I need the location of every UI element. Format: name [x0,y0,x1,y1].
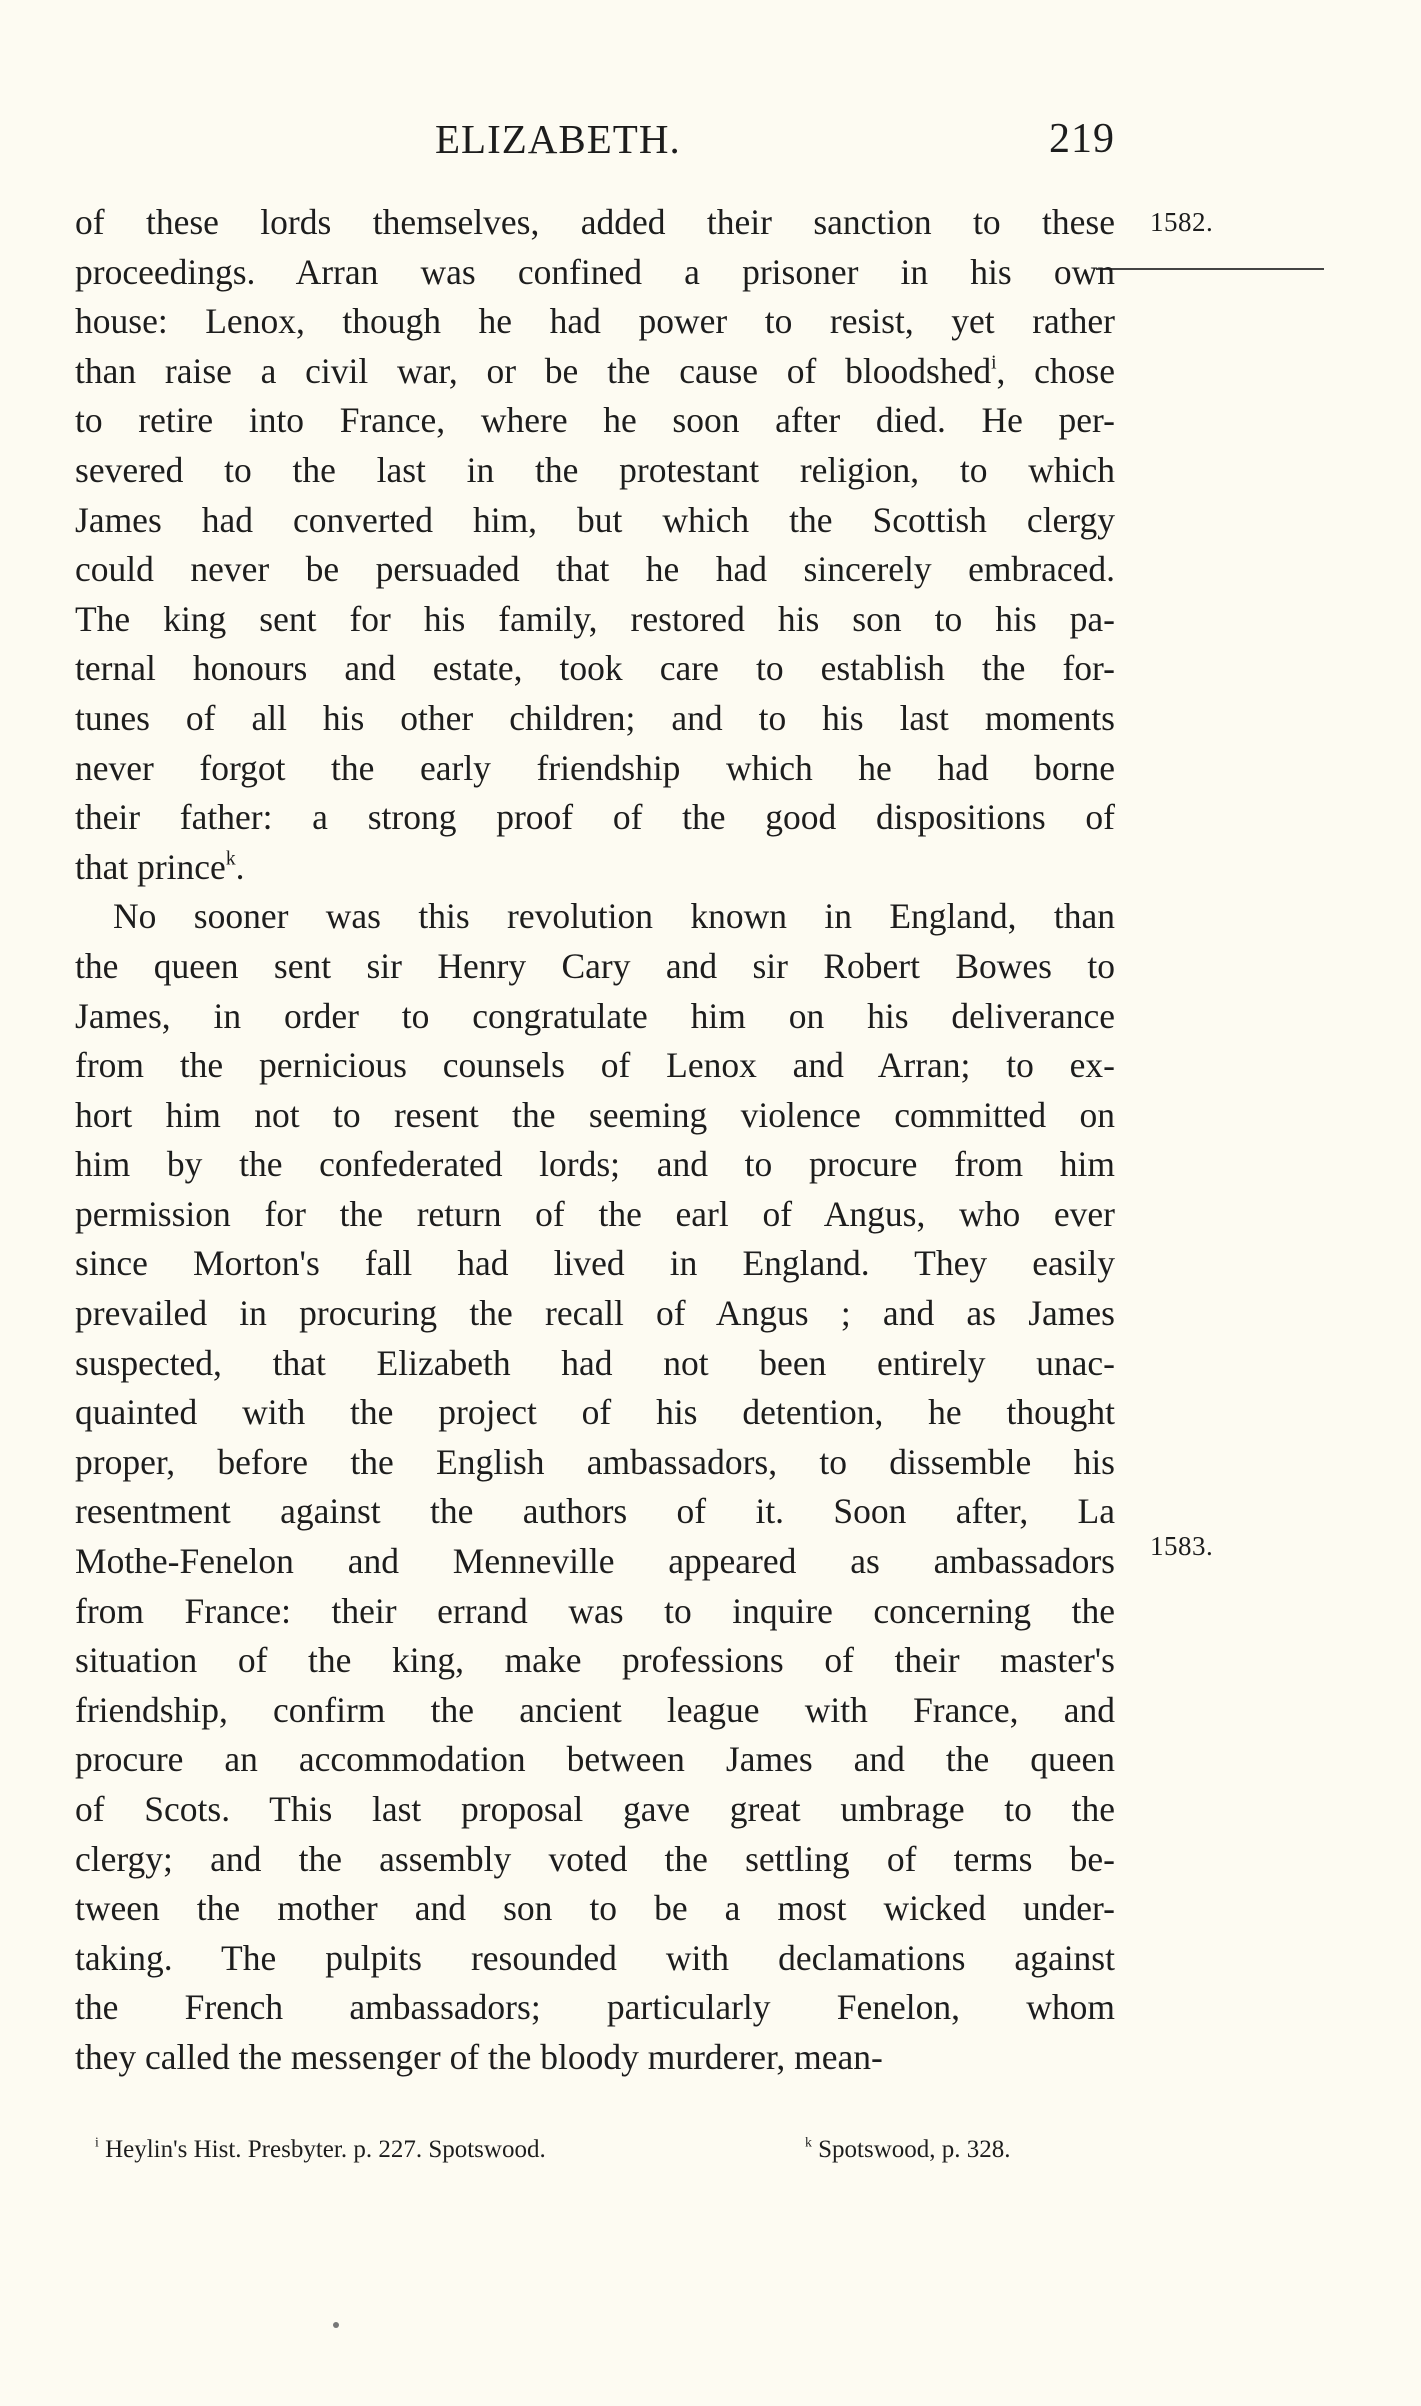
footnote-k [805,2130,1011,2170]
line-text: than raise a civil war, or be the cause of bloodshed [75,350,992,391]
text-line [75,1487,1115,1537]
text-line [75,1934,1115,1984]
text-line [75,1636,1115,1686]
line-text: their father: a strong proof of the good dispositions of [75,797,1115,838]
footnotes [95,2130,1115,2170]
text-line [75,1983,1115,2033]
line-text: quainted with the project of his detention, he thought [75,1392,1115,1433]
line-text: prevailed in procuring the recall of Angus ; and as James [75,1293,1115,1334]
margin-rule [1096,268,1324,270]
footnote-ref: k [225,848,236,870]
text-line [75,694,1115,744]
line-text: of these lords themselves, added their sanction to these [75,202,1115,242]
running-title: ELIZABETH. [435,116,681,162]
text-line [75,2033,1115,2083]
line-text: him by the confederated lords; and to procure from him [75,1144,1115,1185]
line-text: proper, before the English ambassadors, to dissemble his [75,1441,1115,1482]
line-text: No sooner was this revolution known in England, than [113,896,1115,937]
text-line [75,1884,1115,1934]
line-text: could never be persuaded that he had sincerely embraced. [75,549,1115,590]
line-text: procure an accommodation between James and the queen [75,1739,1115,1780]
line-text: friendship, confirm the ancient league with France, and [75,1689,1115,1730]
text-line [75,1686,1115,1736]
line-text: permission for the return of the earl of Angus, who ever [75,1193,1115,1234]
footnote-mark: i [95,2134,99,2150]
line-text: situation of the king, make professions of their master's [75,1640,1115,1681]
line-text: ternal honours and estate, took care to establish the for- [75,648,1115,689]
line-text: taking. The pulpits resounded with declamations against [75,1937,1115,1978]
text-line [75,595,1115,645]
line-text-after-ref: . [235,846,245,887]
text-line [75,446,1115,496]
text-line [75,1339,1115,1389]
text-line [75,892,1115,942]
text-line [75,347,1115,397]
text-line [75,1537,1115,1587]
text-line [75,1190,1115,1240]
line-text: the queen sent sir Henry Cary and sir Robert Bowes to [75,945,1115,986]
text-line [75,396,1115,446]
body-text [75,198,1115,2083]
text-line [75,1388,1115,1438]
text-line [75,1785,1115,1835]
line-text: resentment against the authors of it. Soon after, La [75,1491,1115,1532]
text-line [75,843,1115,893]
text-line [75,1239,1115,1289]
footnote-ref: i [991,352,997,374]
line-text: from France: their errand was to inquire concerning the [75,1590,1115,1631]
footnote-text: Heylin's Hist. Presbyter. p. 227. Spotswood. [105,2136,546,2163]
text-line [75,942,1115,992]
text-line [75,1587,1115,1637]
text-line [75,1289,1115,1339]
footnote-mark: k [805,2134,812,2150]
text-line [75,248,1115,298]
line-text: they called the messenger of the bloody murderer, mean- [75,2036,883,2077]
line-text: of Scots. This last proposal gave great umbrage to the [75,1789,1115,1829]
line-text: Mothe-Fenelon and Menneville appeared as ambassadors [75,1541,1115,1582]
text-line [75,1041,1115,1091]
page-number: 219 [1049,116,1115,162]
text-line [75,297,1115,347]
running-header [75,115,1115,175]
line-text: The king sent for his family, restored his son to his pa- [75,598,1115,639]
text-line [75,1140,1115,1190]
line-text-after-ref: , chose [996,350,1115,391]
footnote-text: Spotswood, p. 328. [818,2136,1011,2163]
paper-speck [333,2322,339,2328]
line-text: the French ambassadors; particularly Fenelon, whom [75,1987,1115,2028]
line-text: that prince [75,846,226,887]
text-line [75,1735,1115,1785]
text-line [75,992,1115,1042]
text-line [75,644,1115,694]
line-text: never forgot the early friendship which he had borne [75,747,1115,788]
text-line [75,1438,1115,1488]
line-text: proceedings. Arran was confined a prisoner in his own [75,251,1115,292]
text-line [75,744,1115,794]
line-text: severed to the last in the protestant religion, to which [75,449,1115,490]
line-text: since Morton's fall had lived in England. They easily [75,1243,1115,1284]
line-text: James, in order to congratulate him on his deliverance [75,995,1115,1036]
line-text: tunes of all his other children; and to his last moments [75,697,1115,738]
text-line [75,793,1115,843]
text-line [75,1835,1115,1885]
text-line [75,198,1115,248]
line-text: clergy; and the assembly voted the settling of terms be- [75,1838,1115,1879]
text-line [75,545,1115,595]
footnote-i [95,2136,546,2163]
line-text: house: Lenox, though he had power to resist, yet rather [75,301,1115,342]
line-text: tween the mother and son to be a most wicked under- [75,1888,1115,1929]
margin-year-1582: 1582. [1150,207,1214,237]
line-text: hort him not to resent the seeming violence committed on [75,1094,1115,1135]
margin-year-1583: 1583. [1150,1531,1214,1561]
line-text: from the pernicious counsels of Lenox and Arran; to ex- [75,1045,1115,1086]
text-line [75,1091,1115,1141]
text-line [75,496,1115,546]
line-text: suspected, that Elizabeth had not been entirely unac- [75,1342,1115,1383]
line-text: James had converted him, but which the Scottish clergy [75,499,1115,540]
line-text: to retire into France, where he soon after died. He per- [75,400,1115,441]
